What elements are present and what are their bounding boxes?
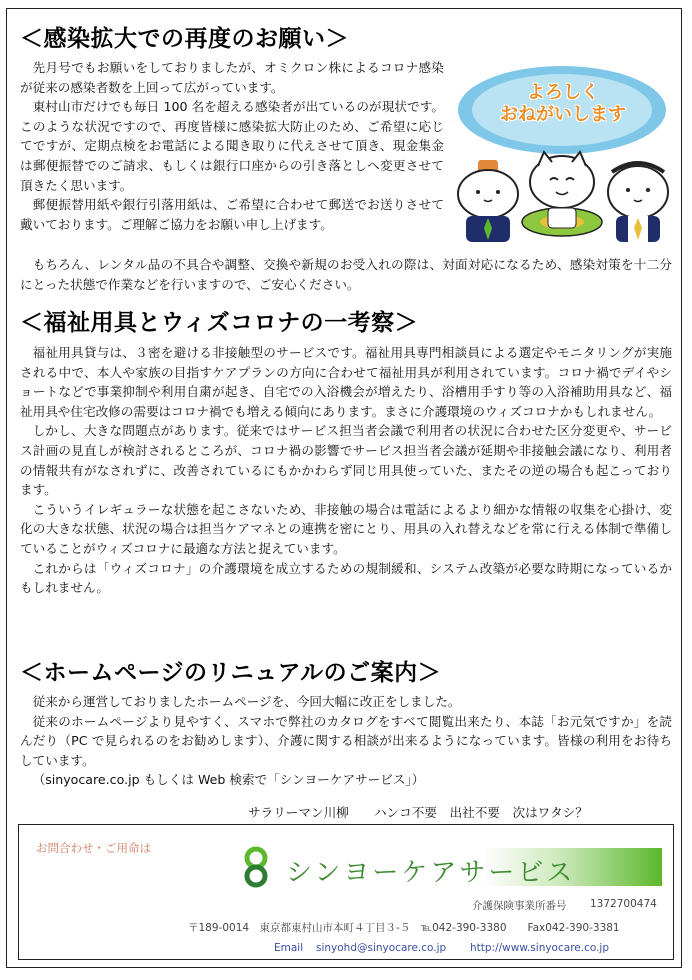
bubble-text: よろしく おねがいします [500,82,626,125]
email-label: Email [274,942,304,954]
cat-characters-icon [452,62,674,246]
section-heading-with-corona: ＜福祉用具とウィズコロナの一考察＞ [20,310,419,336]
section-heading-infection: ＜感染拡大での再度のお願い＞ [20,26,349,52]
license-number: 1372700474 [590,898,657,910]
paragraph: 先月号でもお願いをしておりましたが、オミクロン株によるコロナ感染が従来の感染者数を上回って広がっています。 [20,60,444,95]
paragraph: こういうイレギュラーな状態を起こさないため、非接触の場合は電話によるより細かな情報の収集を心掛け、変化の大きな状態、状況の場合は担当ケアマネとの連携を密にとり、用具の入れ替えなどを常に行える体制で準備していることがウィズコロナに最適な方法と捉えています。 [20,501,672,556]
section-body-infection [20,58,444,234]
paragraph: 東村山市だけでも毎日 100 名を超える感染者が出ているのが現状です。このような状況ですので、再度皆様に感染拡大防止のため、ご希望に応じてですが、定期点検をお電話による聞き取りに代えさせて頂き、現金集金は郵便振替でのご請求、もしくは銀行口座からの引き落としへ変更させて頂きたく思います。 [20,99,444,193]
paragraph: もちろん、レンタル品の不具合や調整、交換や新規のお受入れの際は、対面対応になるため、感染対策を十二分にとった状態で作業などを行いますので、ご安心ください。 [20,257,672,292]
paragraph: 従来のホームページより見やすく、スマホで弊社のカタログをすべて閲覧出来たり、本誌「お元気ですか」を読んだり（PC で見られるのをお勧めします）、介護に関する相談が出来るようになっています。皆様の利用をお待ちしています。 [20,713,672,768]
greeting-illustration [452,62,674,246]
section-heading-homepage: ＜ホームページのリニュアルのご案内＞ [20,660,442,686]
paragraph: （sinyocare.co.jp もしくは Web 検索で「シンヨーケアサービス」） [32,772,425,788]
paragraph: 福祉用具貸与は、３密を避ける非接触型のサービスです。福祉用具専門相談員による選定やモニタリングが実施される中で、本人や家族の目指すケアプランの方向に合わせて福祉用具が利用されています。コロナ禍でデイやショートなどで事業抑制や利用自粛が起き、自宅での入浴機会が増えたり、浴槽用手すり等の入浴補助用具など、福祉用具や住宅改修の需要はコロナ禍でも増える傾向にあります。まさに介護環境のウィズコロナかもしれません。 [20,345,672,419]
website-link[interactable]: http://www.sinyocare.co.jp [470,942,610,954]
paragraph: しかし、大きな問題点があります。従来ではサービス担当者会議で利用者の状況に合わせた区分変更や、サービス計画の見直しが検討されるところが、コロナ禍の影響でサービス担当者会議が延期や非接触会議になり、利用者の情報共有がなされずに、改善されているにもかかわらず同じ用具使っていた、またその逆の場合も起こっております。 [20,423,672,498]
email-link[interactable]: sinyohd@sinyocare.co.jp [316,942,447,954]
section-body-homepage [20,692,672,790]
section-body-infection-cont [20,255,672,294]
company-name: シンヨーケアサービス [286,858,576,888]
license-label: 介護保険事業所番号 [472,900,567,912]
company-logo [244,846,664,892]
logo-mark-icon [244,846,268,890]
paragraph: これからは「ウィズコロナ」の介護環境を成立するための規制緩和、システム改築が必要な時期になっているかもしれません。 [20,560,672,596]
company-address: 〒189-0014 東京都東村山市本町４丁目３-５ ℡042-390-3380 Fax042-390-3381 [188,922,620,934]
contact-label: お問合わせ・ご用命は [36,841,151,855]
paragraph: 従来から運営しておりましたホームページを、今回大幅に改正をしました。 [32,694,461,709]
section-body-with-corona [20,343,672,598]
senryu: サラリーマン川柳 ハンコ不要 出社不要 次はワタシ？ [248,805,588,820]
paragraph: 郵便振替用紙や銀行引落用紙は、ご希望に合わせて郵送でお送りさせて戴いております。ご理解ご協力をお願い申し上げます。 [20,197,444,232]
